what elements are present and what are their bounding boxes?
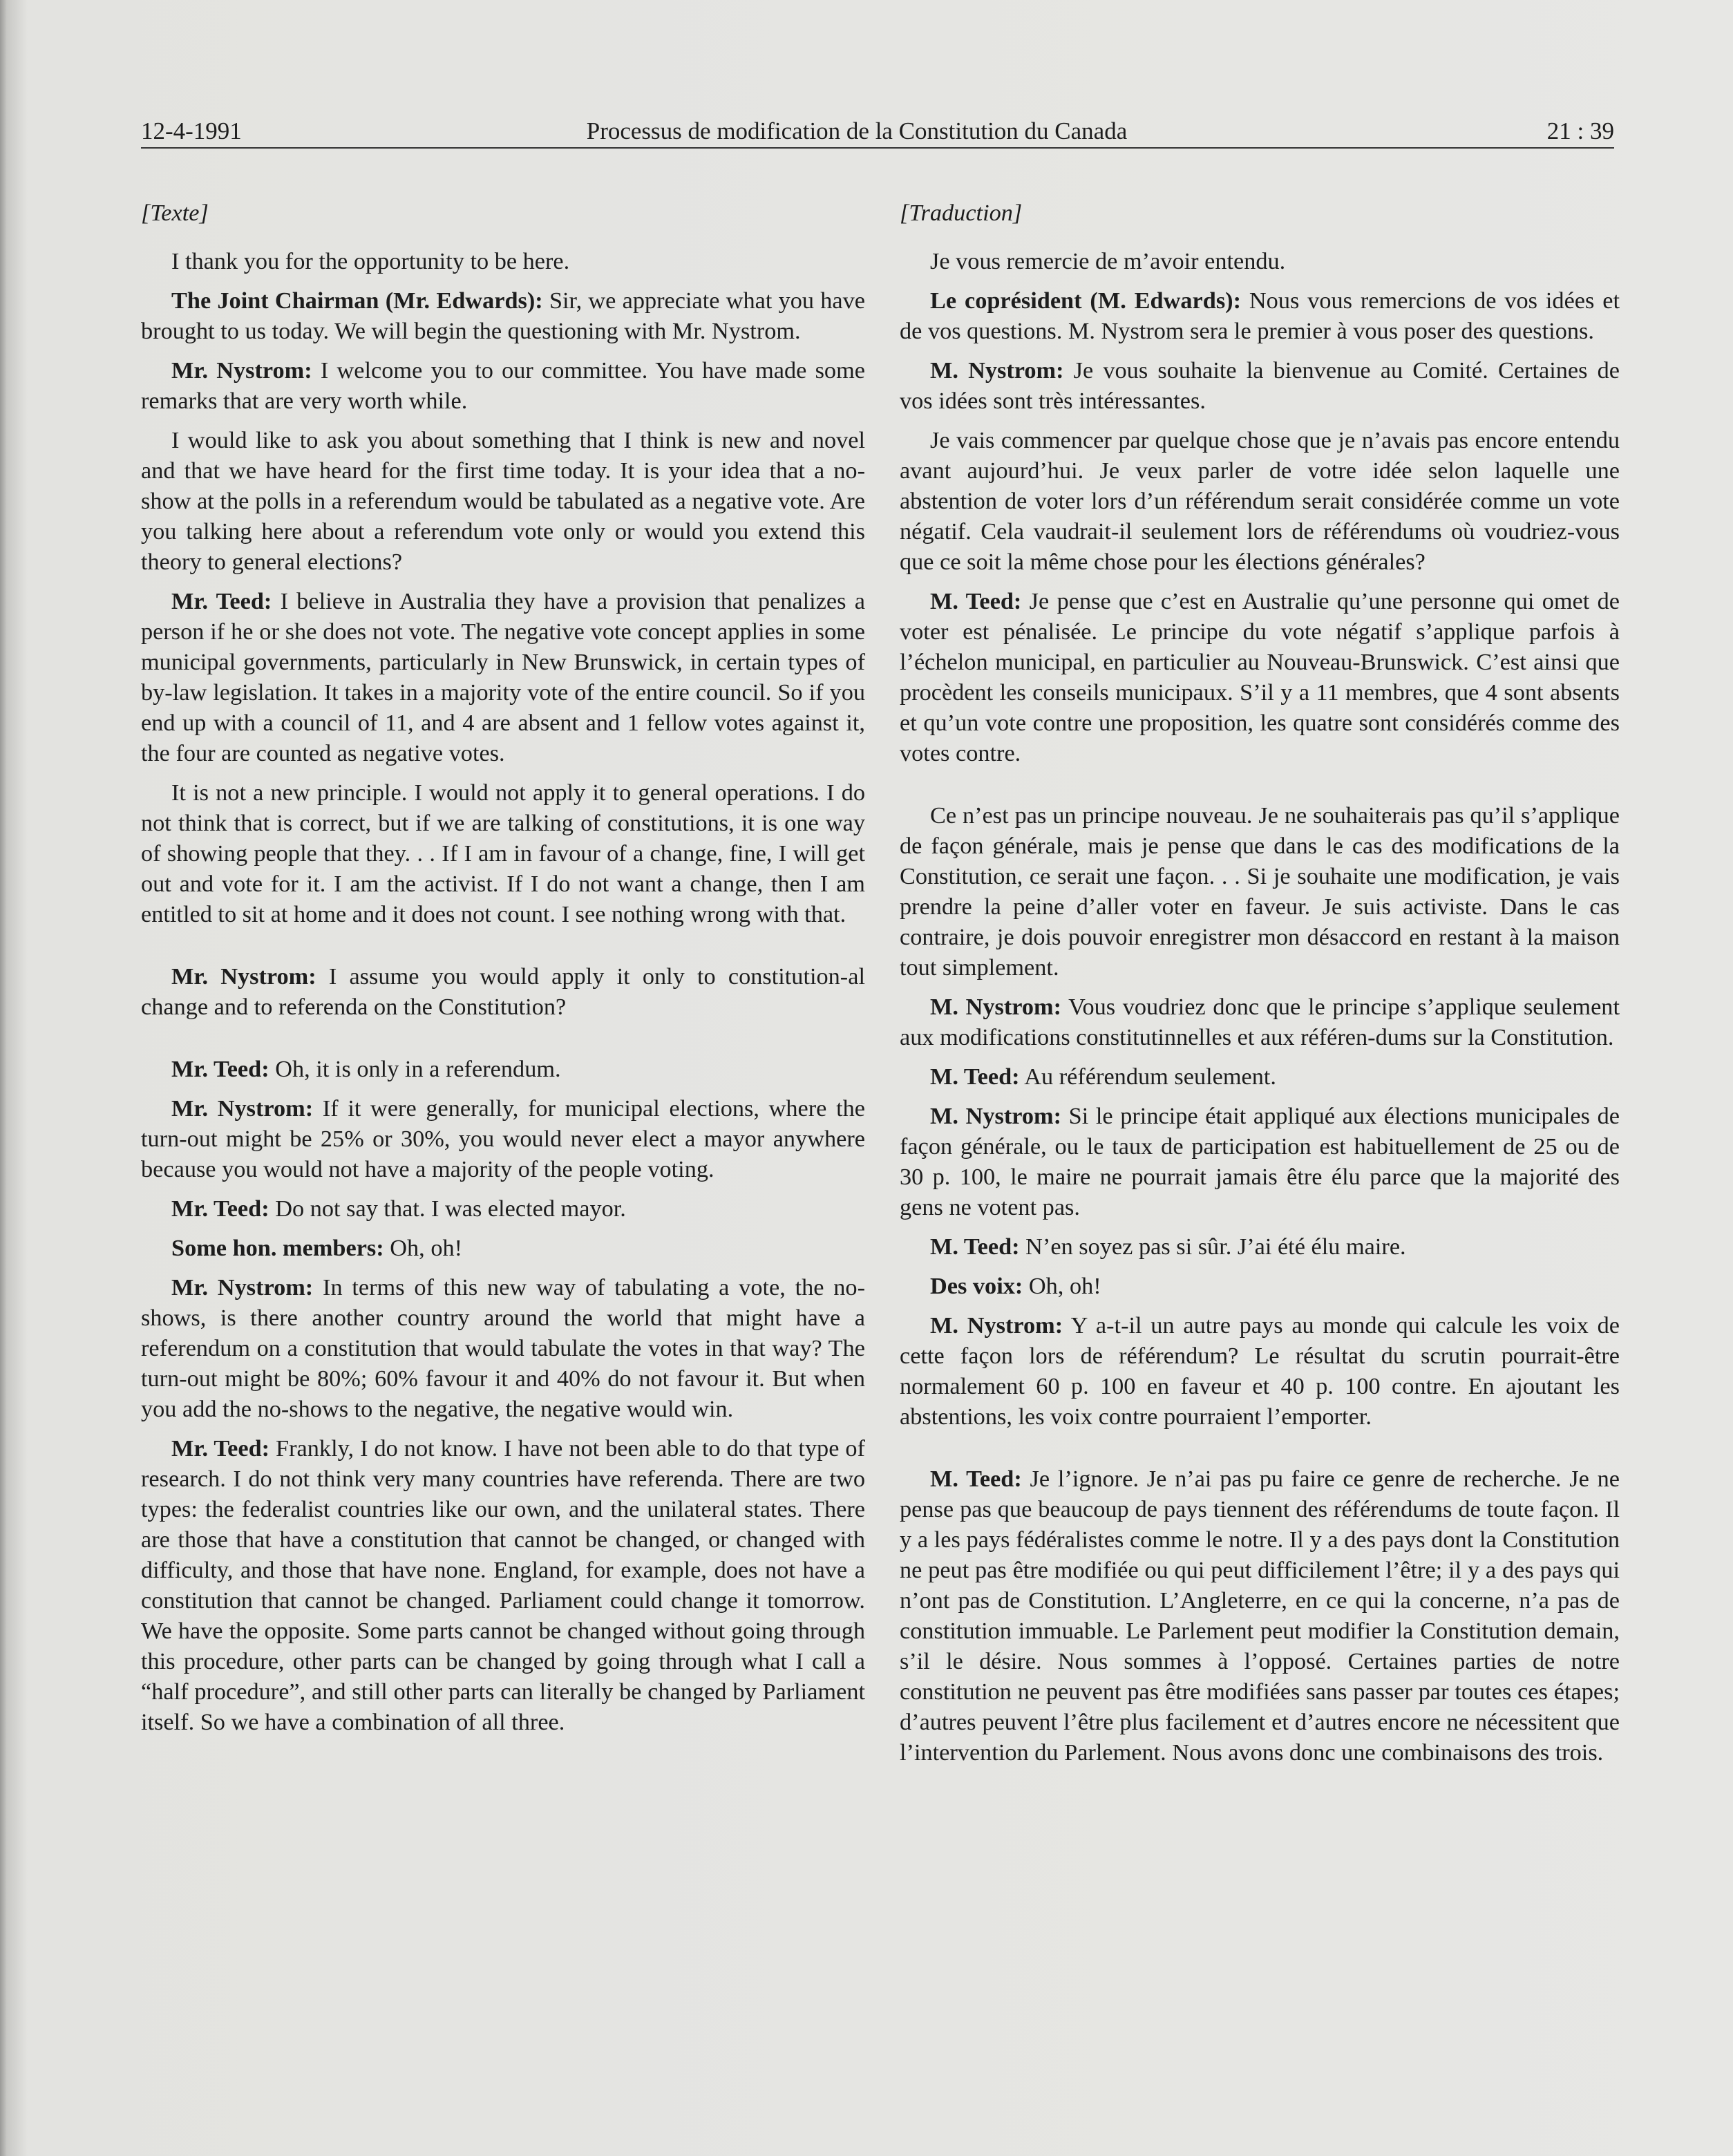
paragraph: Ce n’est pas un principe nouveau. Je ne souhaiterais pas qu’il s’applique de façon générale, mais je pense que dans le cas des modifications de la Constitution, ce serait une façon. . . Si je souhaite une modification, je vais prendre la peine d’aller voter en faveur. Je suis activiste. Dans le cas contraire, je dois pouvoir enregistrer mon désaccord en restant à la maison tout simplement. xyxy=(900,802,1620,981)
paragraph: Mr. Nystrom: In terms of this new way of tabulating a vote, the no-shows, is there another country around the world that might have a referendum on a constitution that would tabulate the votes in that way? The turn-out might be 80%; 60% favour it and 40% do not favour it. But when you add the no-shows to the negative, the negative would win. xyxy=(141,1274,865,1422)
paragraph: The Joint Chairman (Mr. Edwards): Sir, we appreciate what you have brought to us today. We will begin the questioning with Mr. Nystrom. xyxy=(141,287,866,344)
speaker: M. Nystrom: xyxy=(930,1103,1061,1129)
speaker: Mr. Nystrom: xyxy=(171,1274,314,1301)
speaker: M. Nystrom: xyxy=(930,1312,1063,1339)
paragraph: Le coprésident (M. Edwards): Nous vous remercions de vos idées et de vos questions. M. Nystrom sera le premier à vous poser des questions. xyxy=(900,287,1620,344)
speaker: Mr. Teed: xyxy=(171,588,272,614)
paragraph: Mr. Teed: Frankly, I do not know. I have not been able to do that type of research. I do not think very many countries have referenda. There are two types: the federalist countries like our own, and the unilateral states. There are those that have a constitution that cannot be changed, or changed with difficulty, and those that have none. England, for example, does not have a constitution that cannot be changed. Parliament could change it tomorrow. We have the opposite. Some parts cannot be changed without going through this procedure, other parts can be changed by going through what I call a “half procedure”, and still other parts can literally be changed by Parliament itself. So we have a combination of all three. xyxy=(141,1435,865,1735)
speaker: M. Teed: xyxy=(930,1063,1020,1090)
paragraph: Mr. Nystrom: I assume you would apply it only to constitution-al change and to referenda on the Constitution? xyxy=(141,963,865,1020)
paragraph: Mr. Teed: Oh, it is only in a referendum. xyxy=(171,1056,561,1082)
speaker: Le coprésident (M. Edwards): xyxy=(930,287,1242,314)
paragraph: M. Nystrom: Je vous souhaite la bienvenue au Comité. Certaines de vos idées sont très intéressantes. xyxy=(900,357,1620,414)
column-label: [Traduction] xyxy=(900,200,1023,226)
speaker: Mr. Nystrom: xyxy=(171,357,312,384)
header-date: 12-4-1991 xyxy=(141,117,242,144)
paragraph: M. Teed: Au référendum seulement. xyxy=(930,1063,1276,1090)
french-column xyxy=(900,198,1620,2128)
paragraph: Some hon. members: Oh, oh! xyxy=(171,1235,463,1261)
speaker: Mr. Teed: xyxy=(171,1056,269,1082)
paragraph: M. Nystrom: Vous voudriez donc que le principe s’applique seulement aux modifications constitutinnelles et aux référen-dums sur la Constitution. xyxy=(900,994,1620,1050)
english-column xyxy=(141,198,865,2128)
speaker: Des voix: xyxy=(930,1273,1023,1299)
paragraph: It is not a new principle. I would not apply it to general operations. I do not think that is correct, but if we are talking of constitutions, it is one way of showing people that they. . . If I am in favour of a change, fine, I will get out and vote for it. I am the activist. If I do not want a change, then I am entitled to sit at home and it does not count. I see nothing wrong with that. xyxy=(141,779,865,927)
paragraph: Je vous remercie de m’avoir entendu. xyxy=(930,248,1286,274)
page-header xyxy=(141,104,1614,148)
speaker: Mr. Nystrom: xyxy=(171,1095,314,1122)
paragraph: Des voix: Oh, oh! xyxy=(930,1273,1101,1299)
speaker: Some hon. members: xyxy=(171,1235,384,1261)
speaker: M. Nystrom: xyxy=(930,357,1064,384)
speaker: M. Teed: xyxy=(930,1466,1022,1492)
paragraph: Je vais commencer par quelque chose que je n’avais pas encore entendu avant aujourd’hui. Je veux parler de votre idée selon laquelle une abstention de voter lors d’un référendum serait considérée comme un vote négatif. Cela vaudrait-il seulement lors de référendums où voudriez-vous que ce soit la même chose pour les élections générales? xyxy=(900,427,1620,575)
paragraph: M. Nystrom: Y a-t-il un autre pays au monde qui calcule les voix de cette façon lors de référendum? Le résultat du scrutin pourrait-être normalement 60 p. 100 en faveur et 40 p. 100 contre. En ajoutant les abstentions, les voix contre pourraient l’emporter. xyxy=(900,1312,1620,1430)
column-label: [Texte] xyxy=(141,200,209,226)
paragraph: Mr. Teed: I believe in Australia they have a provision that penalizes a person if he or she does not vote. The negative vote concept applies in some municipal governments, particularly in New Brunswick, in certain types of by-law legislation. It takes in a majority vote of the entire council. So if you end up with a council of 11, and 4 are absent and 1 fellow votes against it, the four are counted as negative votes. xyxy=(141,588,865,766)
paragraph: M. Teed: N’en soyez pas si sûr. J’ai été élu maire. xyxy=(930,1233,1406,1260)
paragraph: Mr. Nystrom: If it were generally, for municipal elections, where the turn-out might be 25% or 30%, you would never elect a mayor anywhere because you would not have a majority of the people voting. xyxy=(141,1095,865,1182)
speaker: Mr. Teed: xyxy=(171,1195,269,1222)
speaker: The Joint Chairman (Mr. Edwards): xyxy=(171,287,543,314)
paragraph: Mr. Nystrom: I welcome you to our committee. You have made some remarks that are very worth while. xyxy=(141,357,865,414)
header-rule xyxy=(141,147,1614,149)
paragraph: I thank you for the opportunity to be here. xyxy=(171,248,570,274)
speaker: Mr. Teed: xyxy=(171,1435,270,1462)
speaker: M. Nystrom: xyxy=(930,994,1062,1020)
speaker: Mr. Nystrom: xyxy=(171,963,316,990)
paragraph: I would like to ask you about something that I think is new and novel and that we have heard for the first time today. It is your idea that a no-show at the polls in a referendum would be tabulated as a negative vote. Are you talking here about a referendum vote only or would you extend this theory to general elections? xyxy=(141,427,865,575)
speaker: M. Teed: xyxy=(930,1233,1020,1260)
header-page-number: 21 : 39 xyxy=(1546,117,1614,144)
speaker: M. Teed: xyxy=(930,588,1022,614)
paragraph: Mr. Teed: Do not say that. I was elected mayor. xyxy=(171,1195,626,1222)
header-title: Processus de modification de la Constitution du Canada xyxy=(586,117,1128,144)
paragraph: M. Nystrom: Si le principe était appliqué aux élections municipales de façon générale, ou le taux de participation est habituellement de 25 ou de 30 p. 100, le maire ne pourrait jamais être élu parce que la majorité des gens ne votent pas. xyxy=(900,1103,1620,1220)
paragraph: M. Teed: Je pense que c’est en Australie qu’une personne qui omet de voter est pénalisée. Le principe du vote négatif s’applique parfois à l’échelon municipal, en particulier au Nouveau-Brunswick. C’est ainsi que procèdent les conseils municipaux. S’il y a 11 membres, que 4 sont absents et qu’un vote contre une proposition, les quatre sont considérés comme des votes contre. xyxy=(900,588,1620,766)
paragraph: M. Teed: Je l’ignore. Je n’ai pas pu faire ce genre de recherche. Je ne pense pas que beaucoup de pays tiennent des référendums de toute façon. Il y a les pays fédéralistes comme le notre. Il y a des pays dont la Constitution ne peut pas être modifiée ou qui peut difficilement l’être; il y a des pays qui n’ont pas de Constitution. L’Angleterre, en ce qui la concerne, n’a pas de constitution immuable. Le Parlement peut modifier la Constitution demain, s’il le désire. Nous sommes à l’opposé. Certaines parties de notre constitution ne peuvent pas être modifiées sans passer par toutes ces étapes; d’autres peuvent l’être plus facilement et d’autres encore ne nécessitent que l’intervention du Parlement. Nous avons donc une combinaisons des trois. xyxy=(900,1466,1620,1766)
